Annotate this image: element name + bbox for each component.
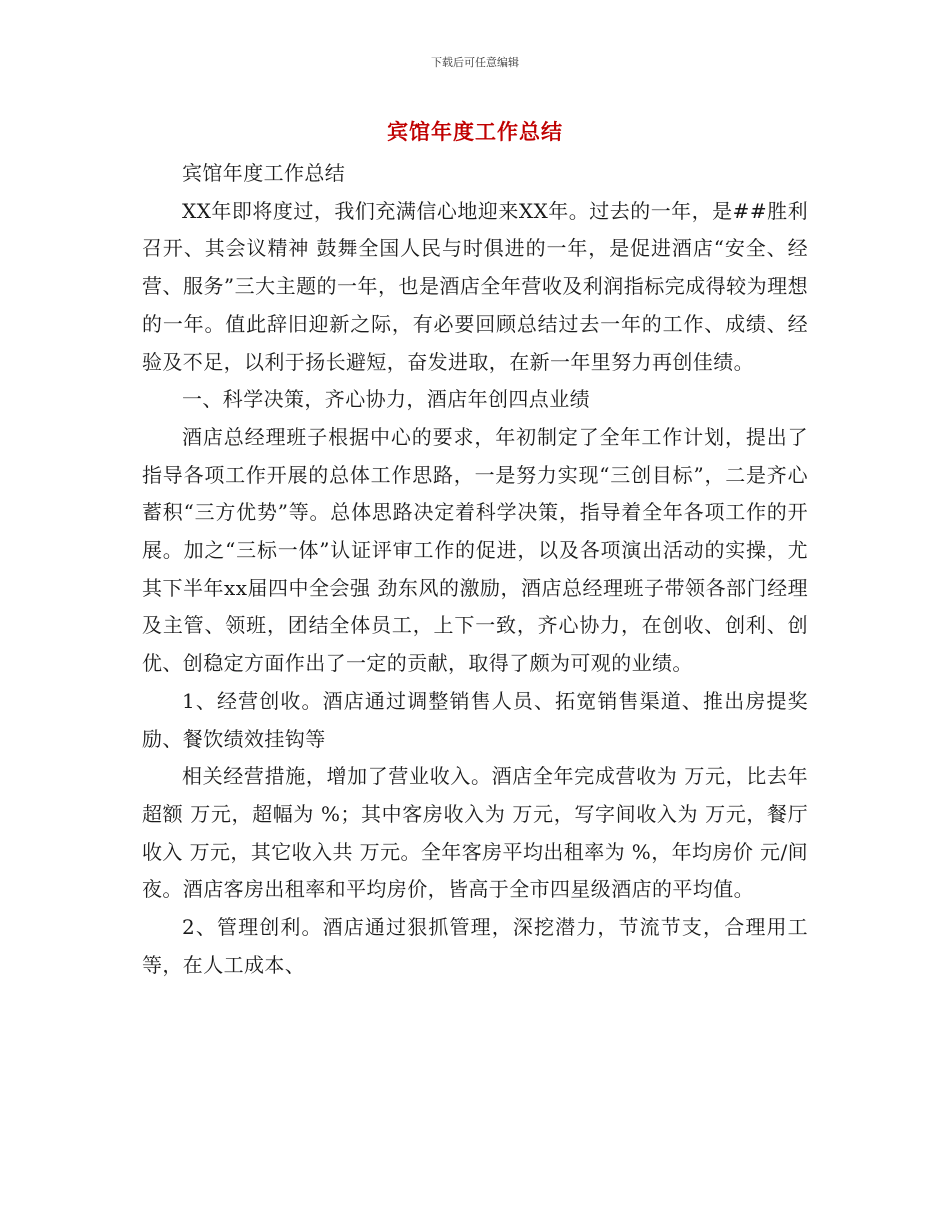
paragraph-intro: XX年即将度过，我们充满信心地迎来XX年。过去的一年，是##胜利召开、其会议精神 鼓舞全国人民与时俱进的一年，是促进酒店“安全、经营、服务”三大主题的一年，也是酒店全年营收及利润指标完成得较为理想的一年。值此辞旧迎新之际，有必要回顾总结过去一年的工作、成绩、经验及不足，以利于扬长避短，奋发进取，在新一年里努力再创佳绩。	[142, 198, 808, 374]
item-1-heading: 1、经营创收。酒店通过调整销售人员、拓宽销售渠道、推出房提奖励、餐饮绩效挂钩等	[142, 688, 808, 751]
section-heading-1: 一、科学决策，齐心协力，酒店年创四点业绩	[182, 387, 590, 412]
paragraph-overview: 酒店总经理班子根据中心的要求，年初制定了全年工作计划，提出了指导各项工作开展的总体工作思路，一是努力实现“三创目标”，二是齐心蓄积“三方优势”等。总体思路决定着科学决策，指导着全年各项工作的开展。加之“三标一体”认证评审工作的促进，以及各项演出活动的实操，尤其下半年xx届四中全会强 劲东风的激励，酒店总经理班子带领各部门经理及主管、领班，团结全体员工，上下一致，齐心协力，在创收、创利、创优、创稳定方面作出了一定的贡献，取得了颇为可观的业绩。	[142, 424, 808, 676]
header-note: 下载后可任意编辑	[431, 56, 519, 69]
document-body	[142, 155, 808, 984]
item-2-heading: 2、管理创利。酒店通过狠抓管理，深挖潜力，节流节支，合理用工等，在人工成本、	[142, 915, 808, 977]
paragraph-revenue: 相关经营措施，增加了营业收入。酒店全年完成营收为 万元，比去年超额 万元，超幅为 %；其中客房收入为 万元，写字间收入为 万元，餐厅收入 万元，其它收入共 万元。全年客房平均出租率为 %，年均房价 元/间夜。酒店客房出租率和平均房价，皆高于全市四星级酒店的平均值。	[142, 764, 808, 902]
paragraph-subtitle: 宾馆年度工作总结	[182, 161, 346, 185]
page-title: 宾馆年度工作总结	[387, 119, 563, 144]
